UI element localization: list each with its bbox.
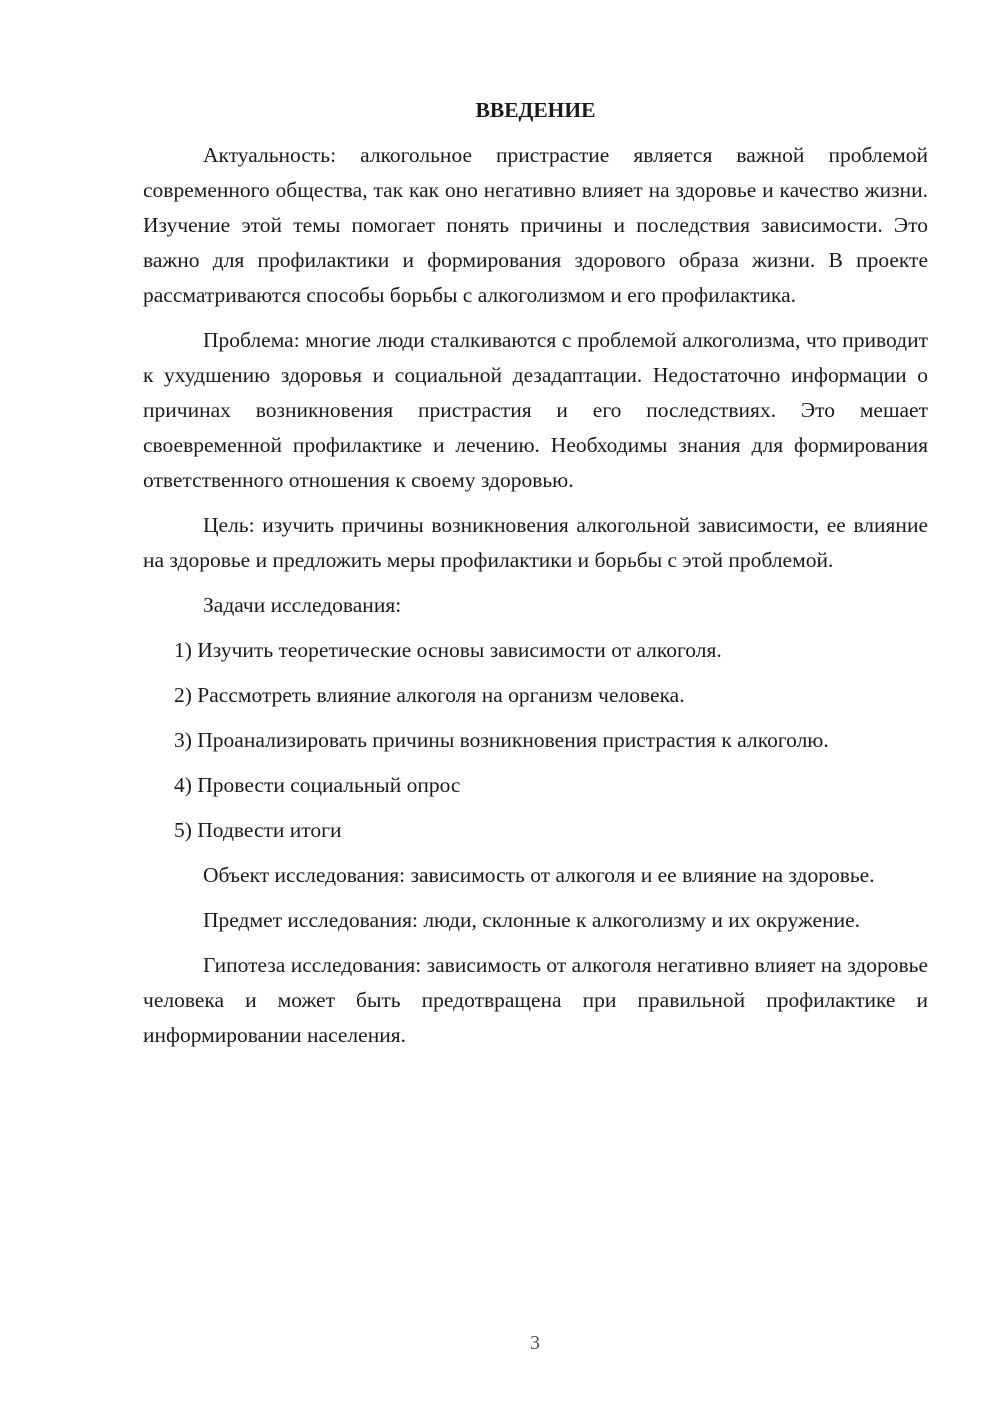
task-item-5: 5) Подвести итоги [174,818,342,842]
document-page [143,90,928,1063]
task-item-2: 2) Рассмотреть влияние алкоголя на организм человека. [174,683,685,707]
goal-paragraph: Цель: изучить причины возникновения алкогольной зависимости, ее влияние на здоровье и предложить меры профилактики и борьбы с этой проблемой. [143,513,928,572]
task-item-3: 3) Проанализировать причины возникновения пристрастия к алкоголю. [174,728,829,752]
problem-paragraph: Проблема: многие люди сталкиваются с проблемой алкоголизма, что приводит к ухудшению здоровья и социальной дезадаптации. Недостаточно информации о причинах возникновения пристрастия и его последствиях. Это мешает своевременной профилактике и лечению. Необходимы знания для формирования ответственного отношения к своему здоровью. [143,328,928,492]
task-item-4: 4) Провести социальный опрос [174,773,461,797]
hypothesis-paragraph: Гипотеза исследования: зависимость от алкоголя негативно влияет на здоровье человека и может быть предотвращена при правильной профилактике и информировании населения. [143,953,928,1047]
task-item-1: 1) Изучить теоретические основы зависимости от алкоголя. [174,638,722,662]
tasks-heading: Задачи исследования: [203,593,402,617]
document-body [143,138,928,1053]
object-paragraph: Объект исследования: зависимость от алкоголя и ее влияние на здоровье. [203,863,875,887]
page-number: 3 [530,1332,540,1354]
page-title: ВВЕДЕНИЕ [475,98,596,122]
subject-paragraph: Предмет исследования: люди, склонные к алкоголизму и их окружение. [203,908,861,932]
relevance-paragraph: Актуальность: алкогольное пристрастие является важной проблемой современного общества, так как оно негативно влияет на здоровье и качество жизни. Изучение этой темы помогает понять причины и последствия зависимости. Это важно для профилактики и формирования здорового образа жизни. В проекте рассматриваются способы борьбы с алкоголизмом и его профилактика. [143,143,928,307]
